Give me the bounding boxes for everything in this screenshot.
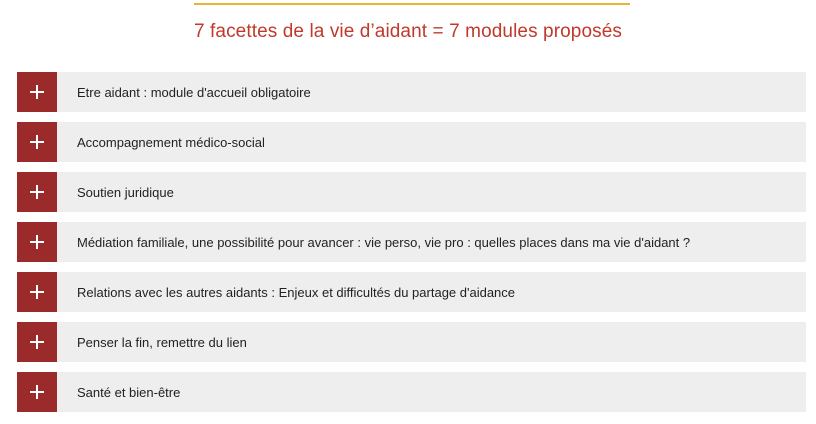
expand-toggle-button[interactable] [17,272,57,312]
accordion-item-label[interactable]: Etre aidant : module d'accueil obligatoire [77,84,311,100]
accordion-item-penser-la-fin[interactable] [17,322,806,362]
expand-toggle-button[interactable] [17,172,57,212]
expand-toggle-button[interactable] [17,222,57,262]
accordion-item-sante[interactable] [17,372,806,412]
accordion-item-relations[interactable] [17,272,806,312]
accordion-item-label[interactable]: Accompagnement médico-social [77,134,265,150]
accordion-item-etre-aidant[interactable] [17,72,806,112]
accordion-item-accompagnement[interactable] [17,122,806,162]
accordion-item-label[interactable]: Santé et bien-être [77,384,181,400]
accordion-item-label[interactable]: Soutien juridique [77,184,174,200]
accordion-item-label[interactable]: Relations avec les autres aidants : Enjeux et difficultés du partage d'aidance [77,284,516,300]
expand-toggle-button[interactable] [17,72,57,112]
accordion-item-mediation[interactable] [17,222,806,262]
modules-accordion [17,72,806,422]
section-title: 7 facettes de la vie d’aidant = 7 modules proposés [193,21,623,42]
accordion-item-label[interactable]: Médiation familiale, une possibilité pour avancer : vie perso, vie pro : quelles places dans ma vie d'aidant ? [77,234,691,250]
expand-toggle-button[interactable] [17,372,57,412]
accordion-item-label[interactable]: Penser la fin, remettre du lien [77,334,247,350]
top-divider [194,3,630,5]
accordion-item-soutien-juridique[interactable] [17,172,806,212]
expand-toggle-button[interactable] [17,322,57,362]
expand-toggle-button[interactable] [17,122,57,162]
